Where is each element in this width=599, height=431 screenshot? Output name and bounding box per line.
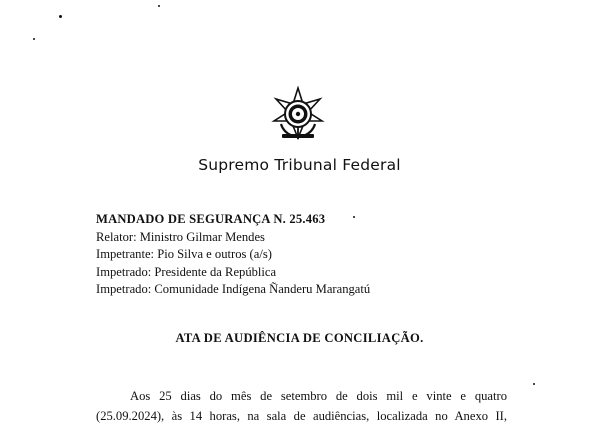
brazil-coat-of-arms-icon: [270, 86, 326, 142]
court-name: Supremo Tribunal Federal: [198, 156, 401, 174]
paragraph-line: Aos 25 dias do mês de setembro de dois mil e vinte e quatro: [130, 389, 507, 403]
paragraph-line: (25.09.2024), às 14 horas, na sala de audiências, localizada no Anexo II,: [96, 409, 507, 423]
scan-speck: [533, 383, 535, 385]
scan-speck: [33, 38, 35, 40]
relator-line: Relator: Ministro Gilmar Mendes: [96, 229, 265, 244]
body-paragraph: [96, 386, 507, 426]
scan-speck: [158, 5, 160, 7]
case-title: MANDADO DE SEGURANÇA N. 25.463: [96, 212, 326, 226]
impetrado-line-2: Impetrado: Comunidade Indígena Ñanderu Marangatú: [96, 282, 371, 296]
impetrado-line-1: Impetrado: Presidente da República: [96, 264, 277, 279]
document-title: ATA DE AUDIÊNCIA DE CONCILIAÇÃO.: [175, 331, 424, 345]
impetrante-line: Impetrante: Pio Silva e outros (a/s): [96, 247, 272, 261]
scan-speck: [59, 15, 62, 18]
case-header: [96, 211, 370, 299]
